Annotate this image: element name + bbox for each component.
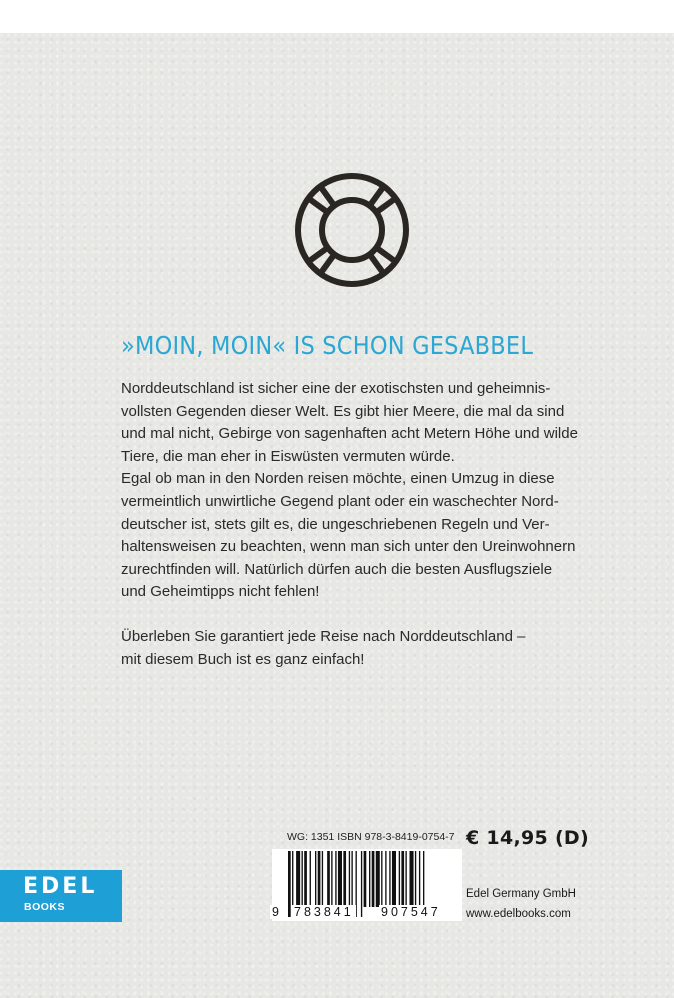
edel-books-logo: [0, 870, 122, 922]
lifebuoy-band: [376, 198, 395, 212]
lifebuoy-band: [308, 198, 327, 212]
barcode-bar: [385, 851, 386, 907]
logo-subtitle: BOOKS: [24, 901, 66, 913]
barcode-bar: [401, 851, 404, 907]
paragraph-2: [121, 626, 591, 671]
barcode-digit-first: 9: [272, 905, 279, 919]
barcode-bar: [361, 851, 362, 917]
body-line: vollsten Gegenden dieser Welt. Es gibt hier Meere, die mal da sind: [121, 402, 565, 420]
lifebuoy-band: [308, 248, 327, 262]
barcode-bar: [415, 851, 416, 907]
barcode-bar: [399, 851, 400, 907]
lifebuoy-band: [370, 254, 384, 273]
barcode-bar: [410, 851, 414, 907]
publisher-url: www.edelbooks.com: [466, 908, 571, 920]
lifebuoy-icon: [292, 170, 412, 290]
body-line: zurechtfinden will. Natürlich dürfen auch die besten Ausflugsziele: [121, 560, 553, 578]
barcode-bar: [405, 851, 406, 907]
body-line: Überleben Sie garantiert jede Reise nach Norddeutschland –: [121, 627, 526, 645]
body-line: Norddeutschland ist sicher eine der exotischsten und geheimnis-: [121, 380, 551, 397]
barcode-bar: [302, 851, 303, 907]
barcode-bar: [419, 851, 420, 907]
body-text: [121, 378, 591, 671]
barcode-bar: [318, 851, 321, 907]
lifebuoy-band: [320, 254, 334, 273]
barcode-bar: [389, 851, 390, 907]
body-line: deutscher ist, stets gilt es, die ungeschriebenen Regeln und Ver-: [121, 515, 550, 533]
publisher-name: Edel Germany GmbH: [466, 888, 576, 900]
isbn-line: WG: 1351 ISBN 978-3-8419-0754-7: [287, 831, 455, 843]
barcode-bar: [349, 851, 350, 907]
barcode-bar: [304, 851, 307, 907]
barcode-digit-group-1: 783841: [294, 905, 354, 919]
barcode-bar: [381, 851, 382, 907]
barcode-bar: [288, 851, 291, 917]
publisher-info: [466, 884, 576, 924]
barcode-bar: [327, 851, 330, 907]
paragraph-gap: [121, 604, 591, 626]
barcode-bar: [364, 851, 367, 907]
headline: »MOIN, MOIN« IS SCHON GESABBEL: [121, 331, 534, 360]
barcode-bar: [351, 851, 352, 907]
barcode-bar: [315, 851, 316, 907]
logo-name: EDEL: [23, 874, 98, 899]
lifebuoy-band: [370, 186, 384, 205]
body-line: vermeintlich unwirtliche Gegend plant oder ein waschechter Nord-: [121, 492, 559, 510]
body-line: mit diesem Buch ist es ganz einfach!: [121, 650, 365, 668]
barcode-bar: [392, 851, 396, 907]
barcode-bar: [322, 851, 323, 907]
barcode-digit-group-2: 907547: [381, 905, 441, 919]
barcode-bar: [335, 851, 336, 907]
body-line: und Geheimtipps nicht fehlen!: [121, 583, 320, 601]
barcode-bar: [369, 851, 370, 907]
barcode-bar: [338, 851, 342, 907]
barcode-bar: [296, 851, 300, 907]
price: € 14,95 (D): [466, 827, 589, 849]
body-line: haltensweisen zu beachten, wenn man sich unter den Ureinwohnern: [121, 538, 576, 556]
barcode-bar: [310, 851, 311, 907]
body-line: und mal nicht, Gebirge von sagenhaften acht Metern Höhe und wilde: [121, 425, 578, 443]
body-line: Egal ob man in den Norden reisen möchte, einen Umzug in diese: [121, 470, 555, 488]
barcode-bar: [331, 851, 332, 907]
lifebuoy-band: [320, 186, 334, 205]
barcode-bar: [372, 851, 375, 907]
lifebuoy-band: [376, 248, 395, 262]
paragraph-1: [121, 378, 591, 604]
barcode-bar: [376, 851, 380, 907]
body-line: Tiere, die man eher in Eiswüsten vermuten würde.: [121, 447, 455, 465]
barcode-bar: [343, 851, 346, 907]
